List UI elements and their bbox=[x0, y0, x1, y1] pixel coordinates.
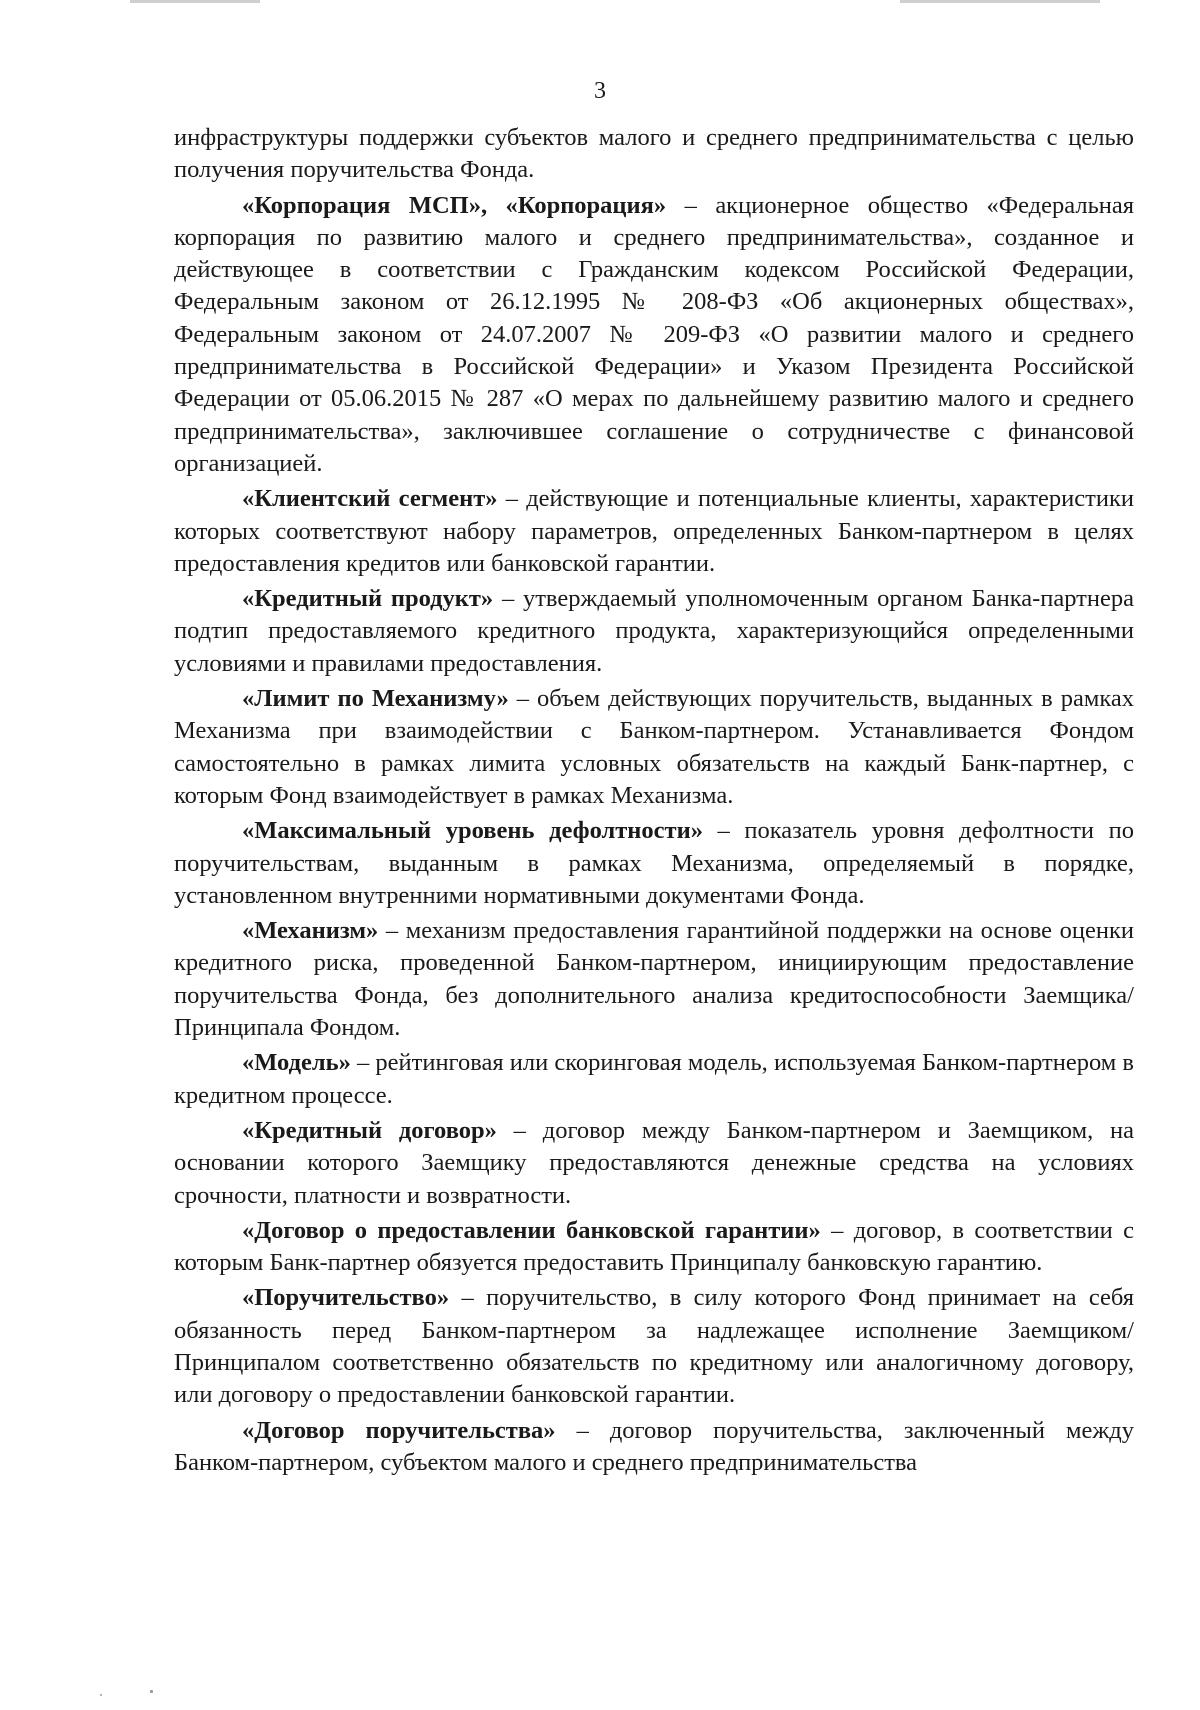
definition-text: – механизм предоставления гарантийной поддержки на основе оценки кредитного риска, проведенной Банком-партнером, инициирующим предоставление поручительства Фонда, без дополнительного анализа кредитоспособности Заемщика/Принципала Фондом. bbox=[174, 917, 1134, 1042]
definition-text: – утверждаемый уполномоченным органом Банка-партнера подтип предоставляемого кредитного продукта, характеризующийся определенными условиями и правилами предоставления. bbox=[174, 585, 1134, 677]
definition-text: – договор между Банком-партнером и Заемщиком, на основании которого Заемщику предоставляются денежные средства на условиях срочности, платности и возвратности. bbox=[174, 1116, 1134, 1209]
definition-client-segment bbox=[174, 483, 1134, 580]
defined-term: «Поручительство» bbox=[242, 1284, 450, 1312]
scan-edge-right bbox=[900, 0, 1100, 3]
defined-term: «Лимит по Механизму» bbox=[242, 685, 509, 713]
defined-term: «Механизм» bbox=[242, 917, 379, 945]
scan-speck bbox=[100, 1694, 102, 1696]
scan-edge-left bbox=[130, 0, 260, 3]
page-number: 3 bbox=[594, 78, 606, 104]
scan-speck bbox=[150, 1690, 153, 1693]
defined-term: «Договор о предоставлении банковской гарантии» bbox=[242, 1216, 821, 1244]
definition-bank-guarantee-agreement bbox=[174, 1215, 1134, 1280]
definition-text: – договор, в соответствии с которым Банк-партнер обязуется предоставить Принципалу банковскую гарантию. bbox=[174, 1216, 1135, 1277]
definition-surety-agreement bbox=[174, 1415, 1134, 1480]
definition-text: – договор поручительства, заключенный между Банком-партнером, субъектом малого и среднего предпринимательства bbox=[174, 1416, 1134, 1476]
definition-mechanism-limit bbox=[174, 683, 1134, 812]
definition-text: – действующие и потенциальные клиенты, характеристики которых соответствуют набору параметров, определенных Банком-партнером в целях предоставления кредитов или банковской гарантии. bbox=[174, 485, 1134, 577]
definition-text: – рейтинговая или скоринговая модель, используемая Банком-партнером в кредитном процессе. bbox=[174, 1049, 1134, 1109]
definition-credit-product bbox=[174, 583, 1134, 680]
definition-text: – поручительство, в силу которого Фонд принимает на себя обязанность перед Банком-партнером за надлежащее исполнение Заемщиком/Принципалом соответственно обязательств по кредитному или аналогичному договору, или договору о предоставлении банковской гарантии. bbox=[174, 1284, 1134, 1409]
definition-max-default-level bbox=[174, 815, 1134, 912]
document-body bbox=[174, 122, 1134, 1482]
defined-term: «Корпорация МСП», «Корпорация» bbox=[242, 191, 667, 219]
definition-text: – объем действующих поручительств, выданных в рамках Механизма при взаимодействии с Банком-партнером. Устанавливается Фондом самостоятельно в рамках лимита условных обязательств на каждый Банк-партнер, с которым Фонд взаимодействует в рамках Механизма. bbox=[174, 685, 1135, 809]
defined-term: «Максимальный уровень дефолтности» bbox=[242, 817, 703, 845]
defined-term: «Кредитный продукт» bbox=[242, 585, 494, 613]
defined-term: «Модель» bbox=[242, 1049, 351, 1077]
definition-surety bbox=[174, 1282, 1134, 1411]
definition-text: – акционерное общество «Федеральная корпорация по развитию малого и среднего предпринимательства», созданное и действующее в соответствии с Гражданским кодексом Российской Федерации, Федеральным законом от 26.12.1995 № 208-ФЗ «Об акционерных обществах», Федеральным законом от 24.07.2007 № 209-ФЗ «О развитии малого и среднего предпринимательства в Российской Федерации» и Указом Президента Российской Федерации от 05.06.2015 № 287 «О мерах по дальнейшему развитию малого и среднего предпринимательства», заключившее соглашение о сотрудничестве с финансовой организацией. bbox=[174, 191, 1134, 477]
paragraph-text: инфраструктуры поддержки субъектов малого и среднего предпринимательства с целью получения поручительства Фонда. bbox=[174, 124, 1134, 184]
definition-credit-agreement bbox=[174, 1115, 1134, 1212]
definition-mechanism bbox=[174, 915, 1134, 1044]
paragraph-continuation bbox=[174, 122, 1134, 187]
defined-term: «Клиентский сегмент» bbox=[242, 485, 498, 513]
defined-term: «Договор поручительства» bbox=[242, 1416, 556, 1444]
definition-model bbox=[174, 1047, 1134, 1112]
defined-term: «Кредитный договор» bbox=[242, 1116, 497, 1144]
definition-corporation-msp bbox=[174, 190, 1134, 481]
definition-text: – показатель уровня дефолтности по поручительствам, выданным в рамках Механизма, определяемый в порядке, установленном внутренними нормативными документами Фонда. bbox=[174, 817, 1135, 909]
